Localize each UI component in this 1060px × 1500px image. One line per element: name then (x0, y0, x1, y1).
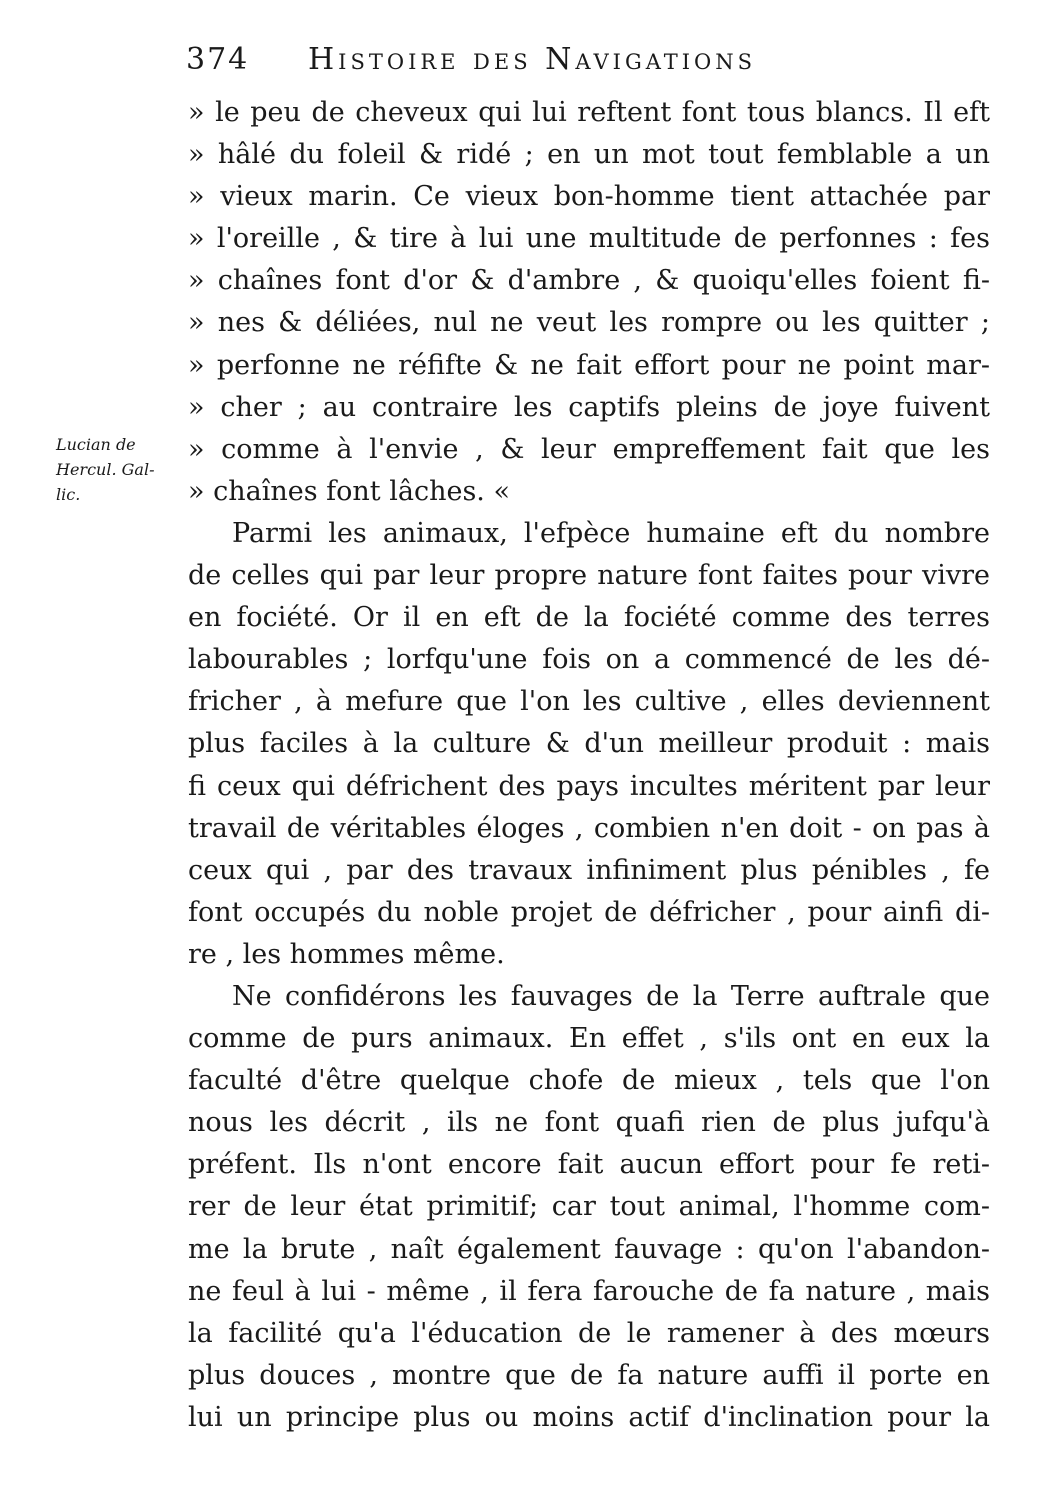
margin-citation-line: Lucian de (56, 435, 136, 454)
text-line: » comme à l'envie , & leur empreffement fait que les (188, 433, 990, 465)
text-line: lui un principe plus ou moins actif d'inclination pour la (188, 1401, 990, 1433)
text-line: en fociété. Or il en eft de la fociété comme des terres (188, 602, 990, 634)
text-line: faculté d'être quelque chofe de mieux , tels que l'on (188, 1065, 990, 1097)
text-line: » cher ; au contraire les captifs pleins de joye fuivent (188, 391, 990, 423)
text-line: labourables ; lorfqu'une fois on a commencé de les dé- (188, 644, 990, 676)
text-line: de celles qui par leur propre nature font faites pour vivre (188, 560, 990, 592)
text-line: plus douces , montre que de fa nature auffi il porte en (188, 1359, 990, 1391)
text-line: » l'oreille , & tire à lui une multitude de perfonnes : fes (188, 223, 990, 255)
text-line: ne feul à lui - même , il fera farouche de fa nature , mais (188, 1275, 990, 1307)
text-line: fi ceux qui défrichent des pays incultes méritent par leur (188, 770, 990, 802)
running-title: Histoire des Navigations (308, 42, 757, 77)
text-line: la facilité qu'a l'éducation de le ramener à des mœurs (188, 1317, 990, 1349)
text-line: » le peu de cheveux qui lui reftent font tous blancs. Il eft (188, 97, 990, 128)
text-line: préfent. Ils n'ont encore fait aucun effort pour fe reti- (188, 1149, 990, 1181)
running-header (186, 42, 906, 82)
margin-citation (56, 432, 176, 507)
text-line: fricher , à mefure que l'on les cultive , elles deviennent (188, 686, 990, 718)
text-line: plus faciles à la culture & d'un meilleur produit : mais (188, 728, 990, 760)
text-line: font occupés du noble projet de défricher , pour ainfi di- (188, 896, 990, 928)
text-line: me la brute , naît également fauvage : qu'on l'abandon- (188, 1233, 990, 1265)
paragraph-first-line: Ne confidérons les fauvages de la Terre auftrale que (232, 980, 990, 1012)
text-line: » vieux marin. Ce vieux bon-homme tient attachée par (188, 181, 990, 213)
text-line: re , les hommes même. (188, 938, 505, 970)
text-line: nous les décrit , ils ne font quafi rien de plus jufqu'à (188, 1107, 990, 1139)
text-line: rer de leur état primitif; car tout animal, l'homme com- (188, 1191, 990, 1223)
page-number: 374 (186, 42, 250, 77)
text-line: ceux qui , par des travaux infiniment plus pénibles , fe (188, 854, 990, 886)
body-text (188, 92, 990, 1439)
text-line: » chaînes font lâches. « (188, 475, 510, 507)
text-line: » nes & déliées, nul ne veut les rompre ou les quitter ; (188, 307, 990, 339)
margin-citation-line: Hercul. Gal- (56, 460, 155, 479)
text-line: » perfonne ne réfifte & ne fait effort pour ne point mar- (188, 349, 990, 381)
paragraph-first-line: Parmi les animaux, l'efpèce humaine eft du nombre (232, 517, 990, 549)
text-line: comme de purs animaux. En effet , s'ils ont en eux la (188, 1023, 990, 1055)
text-line: » chaînes font d'or & d'ambre , & quoiqu'elles foient fi- (188, 265, 990, 297)
text-line: travail de véritables éloges , combien n'en doit - on pas à (188, 812, 990, 844)
margin-citation-line: lic. (56, 485, 81, 504)
text-line: » hâlé du foleil & ridé ; en un mot tout femblable a un (188, 139, 990, 171)
